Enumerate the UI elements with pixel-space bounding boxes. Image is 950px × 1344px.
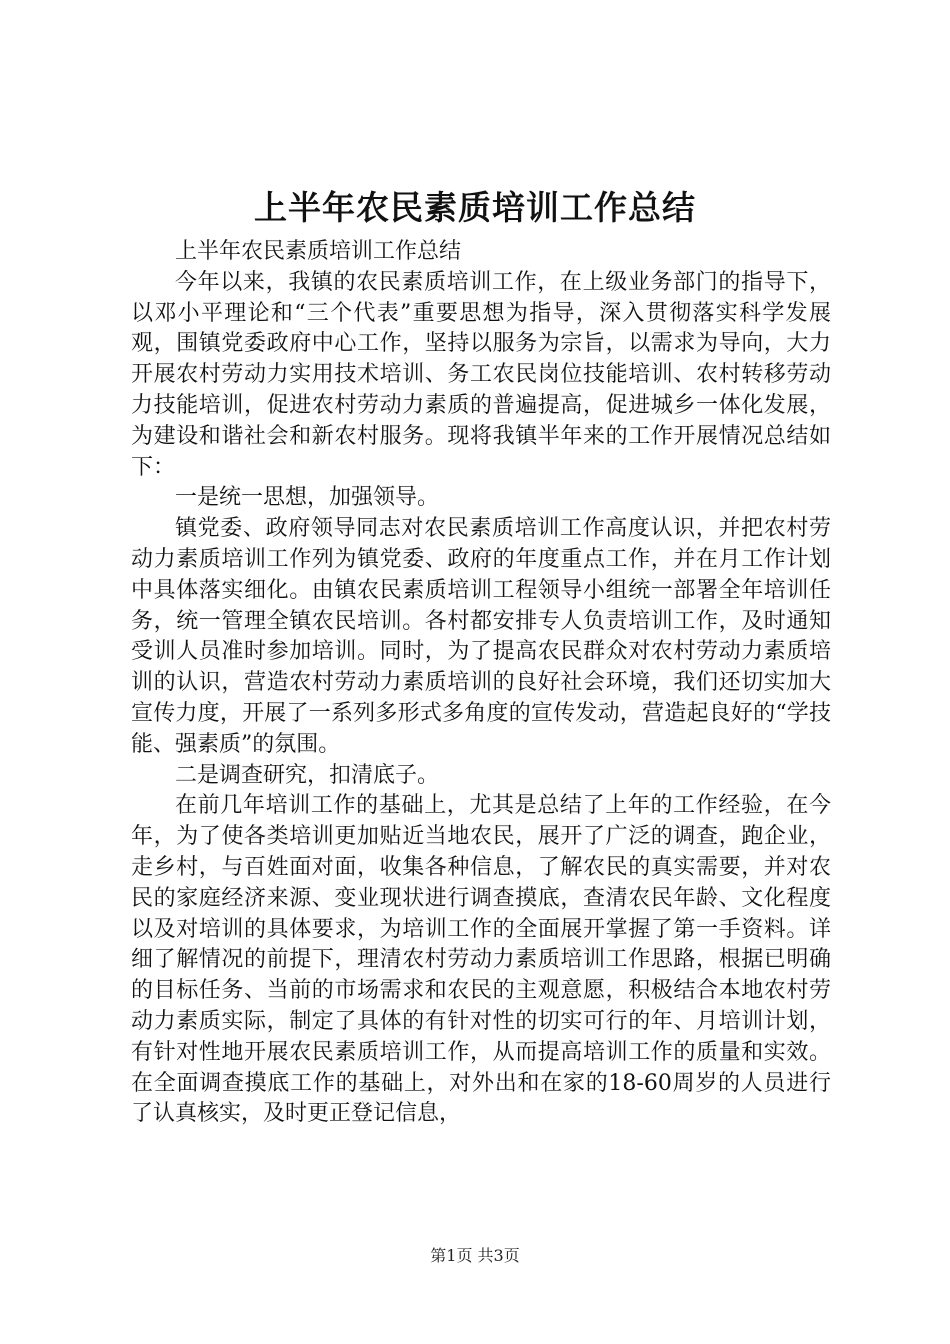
page-number-footer: 第1页 共3页 bbox=[430, 1246, 520, 1265]
section-heading-2: 二是调查研究，扣清底子。 bbox=[175, 762, 440, 788]
paragraph-section-2: 在前几年培训工作的基础上，尤其是总结了上年的工作经验，在今年，为了使各类培训更加贴近当地农民，展开了广泛的调查，跑企业，走乡村，与百姓面对面，收集各种信息，了解农民的真实需要，并对农民的家庭经济来源、变业现状进行调查摸底，查清农民年龄、文化程度以及对培训的具体要求，为培训工作的全面展开掌握了第一手资料。详细了解情况的前提下，理清农村劳动力素质培训工作思路，根据已明确的目标任务、当前的市场需求和农民的主观意愿，积极结合本地农村劳动力素质实际，制定了具体的有针对性的切实可行的年、月培训计划，有针对性地开展农民素质培训工作，从而提高培训工作的质量和实效。在全面调查摸底工作的基础上，对外出和在家的18-60周岁的人员进行了认真核实，及时更正登记信息， bbox=[131, 793, 831, 1127]
document-title: 上半年农民素质培训工作总结 bbox=[254, 188, 696, 227]
paragraph-section-1: 镇党委、政府领导同志对农民素质培训工作高度认识，并把农村劳动力素质培训工作列为镇党委、政府的年度重点工作，并在月工作计划中具体落实细化。由镇农民素质培训工程领导小组统一部署全年培训任务，统一管理全镇农民培训。各村都安排专人负责培训工作，及时通知受训人员准时参加培训。同时，为了提高农民群众对农村劳动力素质培训的认识，营造农村劳动力素质培训的良好社会环境，我们还切实加大宣传力度，开展了一系列多形式多角度的宣传发动，营造起良好的“学技能、强素质”的氛围。 bbox=[131, 516, 831, 757]
section-heading-1: 一是统一思想，加强领导。 bbox=[175, 485, 440, 511]
document-body bbox=[131, 237, 831, 1130]
paragraph-subtitle: 上半年农民素质培训工作总结 bbox=[175, 239, 462, 264]
paragraph-intro: 今年以来，我镇的农民素质培训工作，在上级业务部门的指导下，以邓小平理论和“三个代表”重要思想为指导，深入贯彻落实科学发展观，围镇党委政府中心工作，坚持以服务为宗旨，以需求为导向，大力开展农村劳动力实用技术培训、务工农民岗位技能培训、农村转移劳动力技能培训，促进农村劳动力素质的普遍提高，促进城乡一体化发展，为建设和谐社会和新农村服务。现将我镇半年来的工作开展情况总结如下： bbox=[131, 269, 831, 480]
